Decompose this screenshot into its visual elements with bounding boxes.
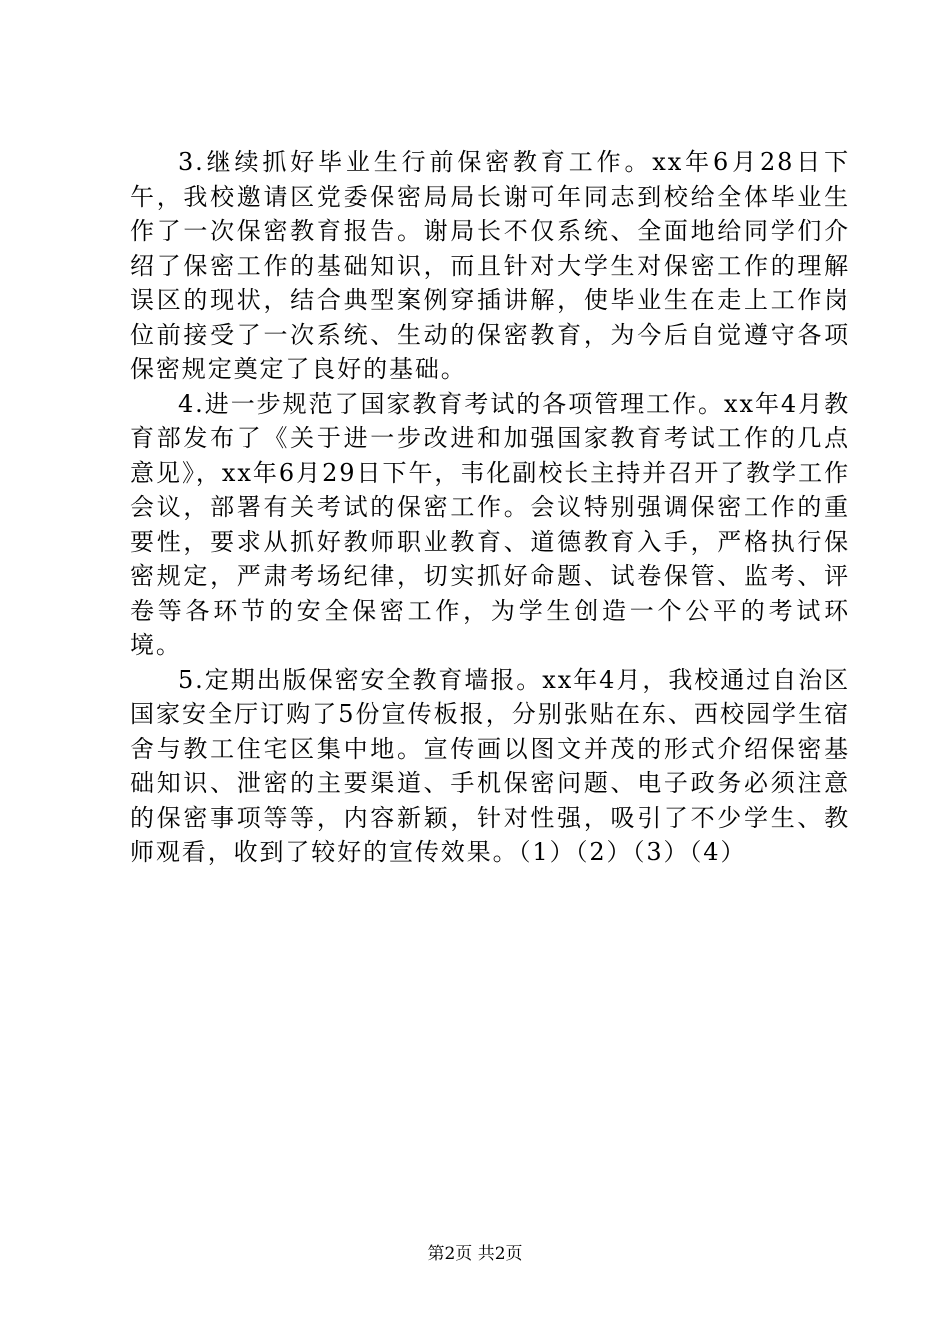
paragraph-item-3: 3.继续抓好毕业生行前保密教育工作。xx年6月28日下午，我校邀请区党委保密局局长谢可年同志到校给全体毕业生作了一次保密教育报告。谢局长不仅系统、全面地给同学们介绍了保密工作的基础知识，而且针对大学生对保密工作的理解误区的现状，结合典型案例穿插讲解，使毕业生在走上工作岗位前接受了一次系统、生动的保密教育，为今后自觉遵守各项保密规定奠定了良好的基础。 (130, 148, 850, 383)
page-footer: 第2页 共2页 (427, 1244, 523, 1264)
document-body (130, 145, 850, 870)
paragraph-item-4: 4.进一步规范了国家教育考试的各项管理工作。xx年4月教育部发布了《关于进一步改进和加强国家教育考试工作的几点意见》，xx年6月29日下午，韦化副校长主持并召开了教学工作会议，部署有关考试的保密工作。会议特别强调保密工作的重要性，要求从抓好教师职业教育、道德教育入手，严格执行保密规定，严肃考场纪律，切实抓好命题、试卷保管、监考、评卷等各环节的安全保密工作，为学生创造一个公平的考试环境。 (130, 389, 850, 659)
paragraph-item-5: 5.定期出版保密安全教育墙报。xx年4月，我校通过自治区国家安全厅订购了5份宣传板报，分别张贴在东、西校园学生宿舍与教工住宅区集中地。宣传画以图文并茂的形式介绍保密基础知识、泄密的主要渠道、手机保密问题、电子政务必须注意的保密事项等等，内容新颖，针对性强，吸引了不少学生、教师观看，收到了较好的宣传效果。（1）（2）（3）（4） (130, 665, 850, 866)
